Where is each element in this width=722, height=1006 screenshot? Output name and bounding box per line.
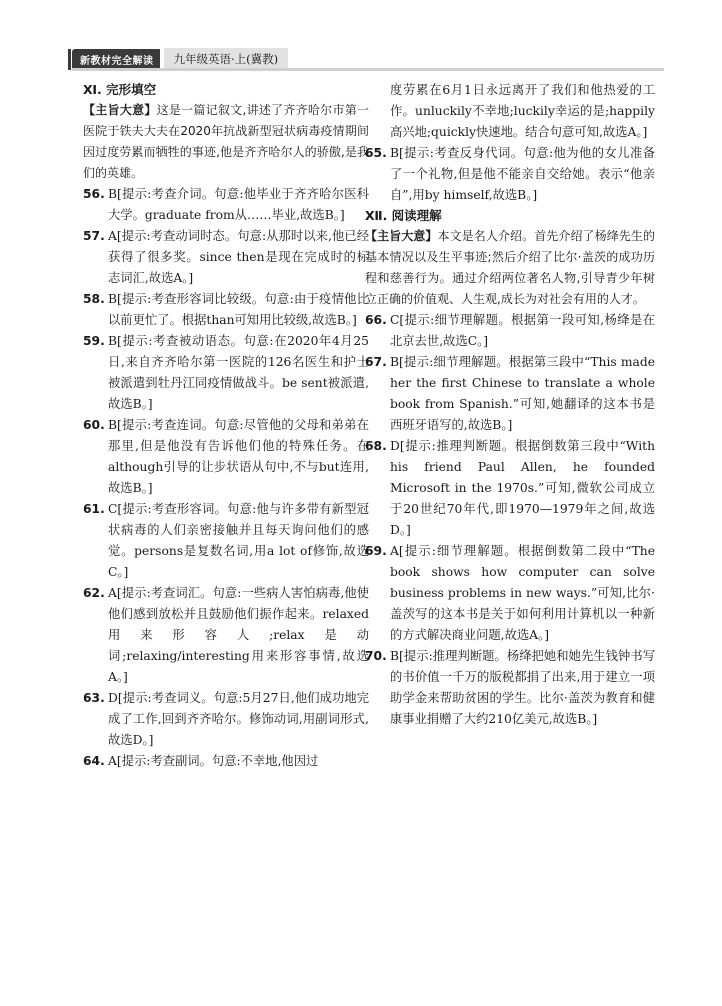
answer-item [83, 226, 369, 289]
answer-item [365, 310, 655, 352]
answer-item [365, 646, 655, 730]
answer-number: 62. [83, 586, 105, 600]
answer-number: 67. [365, 355, 387, 369]
answer-number: 64. [83, 754, 105, 768]
summary-tag: 【主旨大意】 [365, 229, 438, 243]
answer-item [83, 289, 369, 331]
answer-text: B[提示:推理判断题。杨绛把她和她先生钱钟书写的书价值一千万的版税都捐了出来,用于建立一项助学金来帮助贫困的学生。比尔·盖茨为教育和健康事业捐赠了大约210亿美元,故选B。] [390, 649, 655, 726]
answer-number: 65. [365, 146, 387, 160]
answer-text: B[提示:考查介词。句意:他毕业于齐齐哈尔医科大学。graduate from从……毕业,故选B。] [108, 187, 369, 222]
answer-item [365, 541, 655, 646]
answer-text: B[提示:考查连词。句意:尽管他的父母和弟弟在那里,但是他没有告诉他们他的特殊任务。在although引导的让步状语从句中,不与but连用,故选B。] [108, 418, 369, 495]
answer-number: 58. [83, 292, 105, 306]
answer-text: A[提示:考查动词时态。句意:从那时以来,他已经获得了很多奖。since then是现在完成时的标志词汇,故选A。] [108, 229, 369, 285]
answer-item [83, 751, 369, 772]
answer-number: 69. [365, 544, 387, 558]
answer-text: A[提示:考查词汇。句意:一些病人害怕病毒,他使他们感到放松并且鼓励他们振作起来。relaxed用来形容人;relax是动词;relaxing/interesting用来形容事情,故选A。] [108, 586, 369, 684]
left-column [83, 80, 369, 772]
book-title: 九年级英语·上(冀教) [164, 48, 289, 70]
answer-text: A[提示:考查副词。句意:不幸地,他因过 [108, 754, 319, 768]
section-title-reading: Ⅻ. 阅读理解 [365, 208, 442, 223]
page-header [72, 48, 664, 70]
answer-text: B[提示:考查反身代词。句意:他为他的女儿准备了一个礼物,但是他不能亲自交给她。表示“他亲自”,用by himself,故选B。] [390, 146, 655, 202]
summary-tag: 【主旨大意】 [83, 103, 157, 117]
right-column [365, 80, 655, 730]
answer-number: 60. [83, 418, 105, 432]
answer-item [83, 583, 369, 688]
answer-item [83, 688, 369, 751]
answer-text: A[提示:细节理解题。根据倒数第二段中“The book shows how computer can solve business problems in new ways.”可知,比尔·盖茨写的这本书是关于如何利用计算机以一种新的方式解决商业问题,故选A。] [390, 544, 655, 642]
answer-item [83, 184, 369, 226]
series-badge: 新教材完全解读 [72, 49, 160, 70]
answer-text: B[提示:细节理解题。根据第三段中“This made her the first Chinese to translate a whole book from Spanish.”可知,她翻译的这本书是西班牙语写的,故选B。] [390, 355, 655, 432]
cloze-summary [83, 100, 369, 184]
header-rule [72, 68, 664, 71]
answer-item [83, 499, 369, 583]
answer-continuation: 度劳累在6月1日永远离开了我们和他热爱的工作。unluckily不幸地;luckily幸运的是;happily高兴地;quickly快速地。结合句意可知,故选A。] [390, 83, 655, 139]
answer-item [83, 415, 369, 499]
answer-text: D[提示:推理判断题。根据倒数第三段中“With his friend Paul Allen, he founded Microsoft in the 1970s.”可知,微软公司成立于20世纪70年代,即1970—1979年之间,故选D。] [390, 439, 655, 537]
answer-number: 70. [365, 649, 387, 663]
summary-text: 这是一篇记叙文,讲述了齐齐哈尔市第一医院于铁夫大夫在2020年抗战新型冠状病毒疫情期间因过度劳累而牺牲的事迹,他是齐齐哈尔人的骄傲,是我们的英雄。 [83, 103, 369, 180]
reading-summary [365, 226, 655, 310]
answer-item [365, 352, 655, 436]
answer-item [365, 143, 655, 206]
answer-number: 66. [365, 313, 387, 327]
answer-text: C[提示:考查形容词。句意:他与许多带有新型冠状病毒的人们亲密接触并且每天询问他们的感觉。persons是复数名词,用a lot of修饰,故选C。] [108, 502, 369, 579]
answer-item [365, 436, 655, 541]
answer-number: 68. [365, 439, 387, 453]
answer-number: 56. [83, 187, 105, 201]
summary-text: 本文是名人介绍。首先介绍了杨绛先生的基本情况以及生平事迹;然后介绍了比尔·盖茨的成功历程和慈善行为。通过介绍两位著名人物,引导青少年树立正确的价值观、人生观,成长为对社会有用的人才。 [365, 229, 655, 306]
answer-text: D[提示:考查词义。句意:5月27日,他们成功地完成了工作,回到齐齐哈尔。修饰动词,用副词形式,故选D。] [108, 691, 369, 747]
answer-number: 59. [83, 334, 105, 348]
answer-number: 57. [83, 229, 105, 243]
section-title-cloze: Ⅺ. 完形填空 [83, 82, 157, 97]
answer-number: 61. [83, 502, 105, 516]
answer-text: B[提示:考查形容词比较级。句意:由于疫情他比以前更忙了。根据than可知用比较级,故选B。] [108, 292, 369, 327]
answer-text: C[提示:细节理解题。根据第一段可知,杨绛是在北京去世,故选C。] [390, 313, 655, 348]
answer-text: B[提示:考查被动语态。句意:在2020年4月25日,来自齐齐哈尔第一医院的126名医生和护士被派遣到牡丹江同疫情做战斗。be sent被派遣,故选B。] [108, 334, 369, 411]
answer-number: 63. [83, 691, 105, 705]
answer-item [83, 331, 369, 415]
